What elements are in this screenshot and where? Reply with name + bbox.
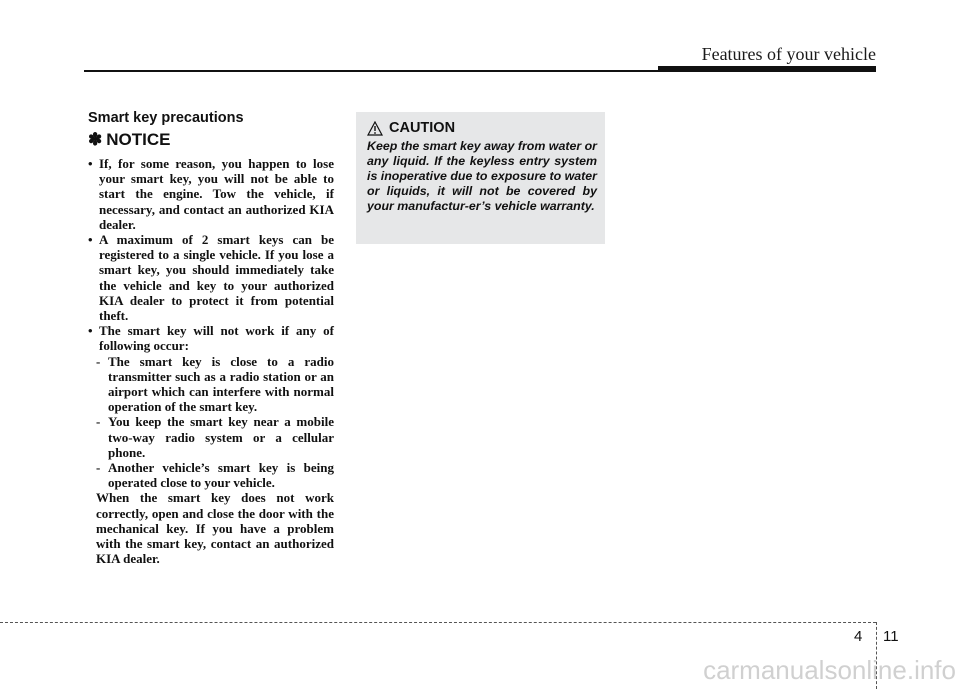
section-heading: Smart key precautions: [88, 110, 244, 126]
sub-list-item: - The smart key is close to a radio transmitter such as a radio station or an airport which can interfere with normal operation of the smart key.: [96, 353, 334, 415]
asterisk-icon: ✽: [88, 130, 103, 149]
list-item: • The smart key will not work if any of following occur:: [88, 323, 334, 354]
chapter-number: 4: [854, 628, 863, 645]
warning-triangle-icon: [367, 121, 383, 136]
footer-rule: [0, 622, 876, 623]
list-item: • If, for some reason, you happen to lose your smart key, you will not be able to start the engine. Tow the vehicle, if necessary, and contact an authorized KIA dealer.: [88, 156, 334, 232]
caution-box: [356, 112, 605, 244]
notice-heading: [88, 130, 334, 150]
list-item: • A maximum of 2 smart keys can be registered to a single vehicle. If you lose a smart key, you should immediately take the vehicle and key to your authorized KIA dealer to protect it from potential theft.: [88, 232, 334, 324]
closing-paragraph: When the smart key does not work correctly, open and close the door with the mechanical key. If you have a problem with the smart key, contact an authorized KIA dealer.: [96, 490, 334, 567]
header-rule: [84, 70, 660, 72]
caution-text: Keep the smart key away from water or any liquid. If the keyless entry system is inoperative due to exposure to water or liquids, it will not be covered by your manufactur-er’s vehicle warranty.: [367, 139, 598, 213]
notice-body: [88, 156, 334, 566]
sub-list-item: - You keep the smart key near a mobile two-way radio system or a cellular phone.: [96, 414, 334, 460]
notice-label: NOTICE: [106, 130, 171, 149]
sub-list-item: - Another vehicle’s smart key is being operated close to your vehicle.: [96, 460, 334, 491]
watermark: carmanualsonline.info: [703, 655, 956, 685]
left-column: [88, 110, 334, 566]
caution-title: CAUTION: [389, 120, 456, 136]
header-rule-thick: [658, 66, 876, 72]
page-header-title: Features of your vehicle: [701, 44, 876, 64]
caution-header: [367, 120, 597, 136]
page-number: 11: [883, 628, 899, 645]
